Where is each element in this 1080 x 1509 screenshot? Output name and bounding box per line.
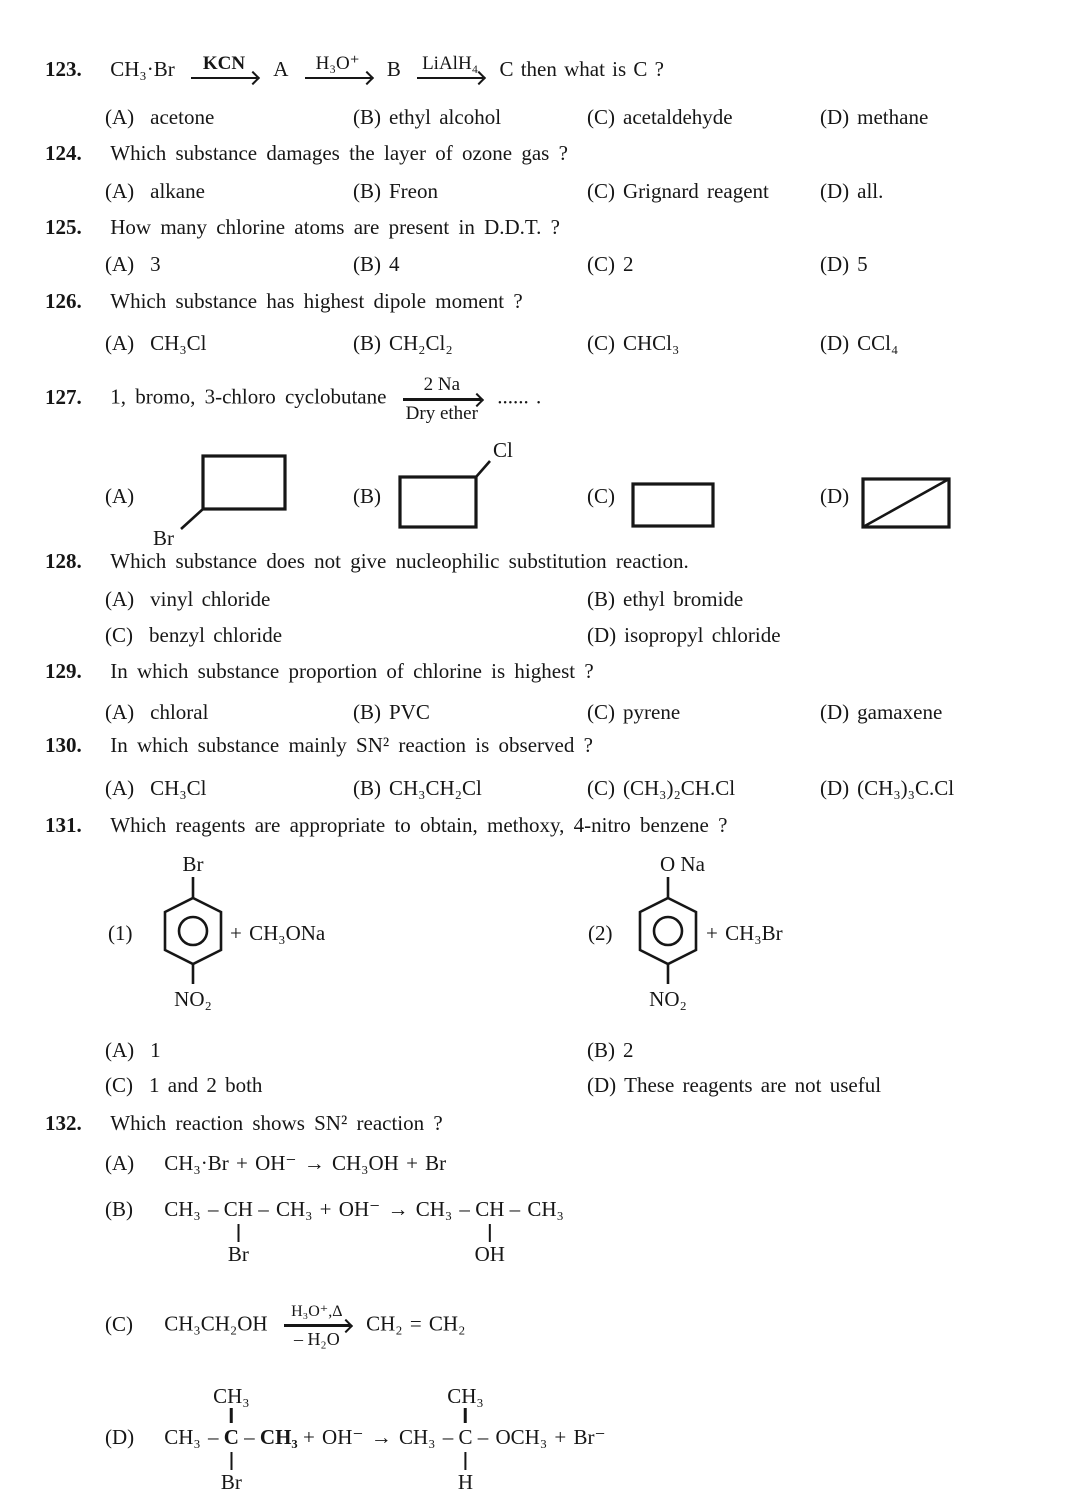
top-substituent-ona: O Na	[660, 852, 705, 876]
option-a	[105, 330, 207, 356]
bottom-substituent-no2: NO₂	[649, 987, 687, 1011]
question-123-line	[45, 52, 665, 85]
question-125-text: How many chlorine atoms are present in D.D.T. ?	[110, 215, 560, 239]
question-124-number: 124.	[45, 141, 82, 165]
option-b-text: ethyl alcohol	[389, 105, 502, 129]
equation-segment: –	[244, 1425, 255, 1449]
option-b-text: 4	[389, 252, 400, 276]
atom-group: CH	[223, 1197, 253, 1221]
question-132-line	[45, 1110, 443, 1136]
option-a	[105, 251, 161, 277]
option-a-text: CH₃Cl	[150, 776, 207, 800]
benzene-ring	[165, 898, 221, 964]
equation-segment: CH₃CH₂OH	[164, 1311, 268, 1336]
option-d-text: CCl₄	[857, 331, 899, 355]
arrow-label-bottom: Dry ether	[405, 402, 478, 424]
reagent-1-text: + CH₃ONa	[230, 921, 326, 945]
atom-group: CH	[475, 1197, 505, 1221]
option-d-label: (D)	[820, 700, 850, 724]
reagent-2-text: + CH₃Br	[706, 921, 783, 945]
option-c-text: acetaldehyde	[623, 105, 733, 129]
option-c-text: benzyl chloride	[149, 623, 283, 647]
equation-segment: – CH₃ + OH⁻ → CH₃ –	[258, 1197, 470, 1221]
question-123-number: 123.	[45, 57, 82, 81]
option-b-text: CH₂Cl₂	[389, 331, 453, 355]
option-d-label: (D)	[105, 1425, 135, 1449]
option-d-label: (D)	[820, 776, 850, 800]
substituent-label-ch3: CH₃	[213, 1384, 250, 1408]
structure-d-bicyclobutane	[860, 476, 955, 532]
option-a	[105, 699, 208, 725]
option-a-label: (A)	[105, 1151, 135, 1175]
option-d-text: all.	[857, 179, 884, 203]
option-c-label: (C)	[587, 776, 615, 800]
option-b-text: ethyl bromide	[623, 587, 744, 611]
option-c-label: (C)	[587, 179, 615, 203]
option-a-label: (A)	[105, 105, 135, 129]
structure-a-cyclobutane-bromo	[145, 452, 300, 557]
equation-segment-bold: CH₃	[259, 1425, 298, 1449]
option-d	[820, 178, 883, 204]
substituent-above	[447, 1385, 484, 1423]
cyclobutane-ring	[203, 456, 285, 509]
arrow-label-lialh4: LiAlH₄	[422, 52, 479, 74]
option-d-label: (D)	[587, 1073, 617, 1097]
option-b-text: PVC	[389, 700, 430, 724]
option-d	[820, 775, 954, 801]
option-b-label: (B)	[353, 179, 381, 203]
substituent-below	[228, 1224, 249, 1265]
option-b-label: (B)	[353, 105, 381, 129]
atom-c: C	[223, 1425, 239, 1449]
aromatic-circle	[179, 917, 207, 945]
question-132-text: Which reaction shows SN² reaction ?	[110, 1111, 443, 1135]
substituent-label-br: Br	[220, 1470, 242, 1494]
question-132-option-c	[105, 1303, 465, 1349]
option-d-text: 5	[857, 252, 868, 276]
question-132-number: 132.	[45, 1111, 82, 1135]
option-c	[587, 104, 733, 130]
option-b-label: (B)	[353, 700, 381, 724]
option-b-text: Freon	[389, 179, 438, 203]
question-127-number: 127.	[45, 384, 82, 409]
option-c-text: Grignard reagent	[623, 179, 769, 203]
option-d	[820, 699, 942, 725]
equation-segment: – OCH₃ + Br⁻	[477, 1425, 606, 1449]
option-c	[587, 699, 680, 725]
equation-segment: CH₂ = CH₂	[366, 1311, 466, 1336]
question-132-option-d	[105, 1384, 606, 1494]
question-128-text: Which substance does not give nucleophilic substitution reaction.	[110, 549, 689, 573]
option-c-label: (C)	[105, 1311, 133, 1336]
substituent-label-br: Br	[153, 526, 174, 550]
substituent-below	[221, 1452, 242, 1493]
option-b-label: (B)	[105, 1197, 133, 1221]
substituent-label-h: H	[457, 1470, 474, 1494]
question-126-number: 126.	[45, 289, 82, 313]
question-125-line	[45, 214, 560, 240]
structure-1-label: (1)	[108, 921, 133, 945]
option-d	[820, 251, 868, 277]
question-129-text: In which substance proportion of chlorine is highest ?	[110, 659, 594, 683]
option-c-text: 1 and 2 both	[149, 1073, 263, 1097]
structure-option-a-label: (A)	[105, 484, 135, 508]
substituent-label-cl: Cl	[493, 438, 513, 462]
diagonal-bond-line	[863, 479, 949, 527]
bottom-substituent-no2: NO₂	[174, 987, 212, 1011]
option-d-label: (D)	[820, 179, 850, 203]
option-b	[353, 104, 501, 130]
option-c-text: 2	[623, 252, 634, 276]
question-127-text: 1, bromo, 3-chloro cyclobutane	[110, 384, 387, 409]
option-c	[105, 1072, 262, 1098]
option-d	[820, 330, 898, 356]
option-c-label: (C)	[587, 252, 615, 276]
option-d-text: isopropyl chloride	[624, 623, 781, 647]
reaction-arrow-kcn	[189, 53, 259, 82]
option-d-label: (D)	[820, 331, 850, 355]
option-c	[105, 622, 282, 648]
arrow-line	[305, 77, 371, 80]
option-a-label: (A)	[105, 587, 135, 611]
option-c-label: (C)	[105, 1073, 133, 1097]
option-a-text: 1	[150, 1038, 161, 1062]
arrow-line	[417, 77, 483, 80]
option-b-label: (B)	[587, 587, 615, 611]
option-a-label: (A)	[105, 179, 135, 203]
option-b-text: CH₃CH₂Cl	[389, 776, 482, 800]
top-substituent-br: Br	[182, 852, 204, 876]
arrow-line	[403, 398, 481, 401]
option-a	[105, 1037, 161, 1063]
option-a-text: vinyl chloride	[150, 587, 271, 611]
question-125-number: 125.	[45, 215, 82, 239]
structure-2-label: (2)	[588, 921, 613, 945]
question-129-line	[45, 658, 594, 684]
option-d-label: (D)	[587, 623, 617, 647]
question-130-number: 130.	[45, 733, 82, 757]
option-c-label: (C)	[587, 700, 615, 724]
option-d-label: (D)	[820, 252, 850, 276]
option-b-label: (B)	[587, 1038, 615, 1062]
equation-segment: CH₃ –	[164, 1425, 219, 1449]
arrow-label-kcn: KCN	[202, 52, 246, 74]
bond-line	[230, 1408, 233, 1423]
substituent-label-ch3: CH₃	[447, 1384, 484, 1408]
option-a-text: acetone	[150, 105, 215, 129]
option-b	[353, 775, 482, 801]
option-b	[353, 330, 453, 356]
equation-segment: CH₃ –	[164, 1197, 219, 1221]
question-128-number: 128.	[45, 549, 82, 573]
option-b-label: (B)	[353, 331, 381, 355]
option-c-text: (CH₃)₂CH.Cl	[623, 776, 736, 800]
question-124-line	[45, 140, 568, 166]
equation-segment: + OH⁻ → CH₃ –	[302, 1425, 454, 1449]
reaction-arrow-h3o-delta	[282, 1303, 352, 1349]
option-b	[353, 178, 438, 204]
aromatic-circle	[654, 917, 682, 945]
structure-b-cyclobutane-chloro	[395, 415, 560, 535]
option-b	[353, 251, 400, 277]
question-127-blank-dots: ...... .	[497, 384, 542, 409]
option-a-label: (A)	[105, 700, 135, 724]
bond-line	[181, 509, 203, 529]
bond-line	[230, 1452, 233, 1470]
arrow-label-bottom: – H₂O	[293, 1328, 340, 1349]
arrow-line	[191, 77, 257, 80]
option-d-text: methane	[857, 105, 929, 129]
option-d-text: (CH₃)₃C.Cl	[857, 776, 955, 800]
q123-intermediate-b: B	[386, 57, 401, 81]
question-130-text: In which substance mainly SN² reaction is observed ?	[110, 733, 593, 757]
option-a-text: chloral	[150, 700, 209, 724]
option-d	[820, 104, 928, 130]
question-130-line	[45, 732, 593, 758]
bond-line	[489, 1224, 492, 1242]
structure-option-d-label: (D)	[820, 484, 850, 508]
atom-c: C	[458, 1425, 473, 1449]
bond-line	[464, 1452, 467, 1470]
question-132-option-a	[105, 1150, 446, 1176]
option-a	[105, 586, 270, 612]
option-a	[105, 775, 207, 801]
question-128-line	[45, 548, 689, 574]
quaternary-carbon-reactant	[213, 1384, 250, 1494]
option-d-text: These reagents are not useful	[624, 1073, 882, 1097]
arrow-label-top: 2 Na	[423, 374, 461, 395]
bond-line	[464, 1408, 467, 1423]
option-a-label: (A)	[105, 1038, 135, 1062]
option-c-text: pyrene	[623, 700, 681, 724]
option-a-label: (A)	[105, 776, 135, 800]
question-131-line	[45, 812, 727, 838]
option-c-text: CHCl₃	[623, 331, 680, 355]
option-b	[587, 586, 743, 612]
structure-option-c-label: (C)	[587, 484, 615, 508]
option-c-label: (C)	[105, 623, 133, 647]
option-c-label: (C)	[587, 331, 615, 355]
question-126-text: Which substance has highest dipole moment ?	[110, 289, 523, 313]
question-131-text: Which reagents are appropriate to obtain, methoxy, 4-nitro benzene ?	[110, 813, 728, 837]
arrow-line	[284, 1324, 350, 1327]
bond-line	[237, 1224, 240, 1242]
reaction-arrow-lialh4	[415, 53, 485, 82]
structure-1-bromo-nitrobenzene	[151, 854, 235, 1012]
q123-reactant-formula: CH₃·Br	[110, 57, 175, 81]
option-a-text: CH₃Cl	[150, 331, 207, 355]
substituent-label-br: Br	[227, 1242, 249, 1266]
option-c	[587, 251, 634, 277]
equation-segment: – CH₃	[509, 1197, 564, 1221]
cyclobutane-ring	[400, 477, 476, 527]
option-c-label: (C)	[587, 105, 615, 129]
option-d-label: (D)	[820, 105, 850, 129]
option-a-label: (A)	[105, 252, 135, 276]
option-a-equation: CH₃·Br + OH⁻ → CH₃OH + Br	[164, 1151, 447, 1175]
structure-c-cyclobutane	[630, 481, 720, 529]
option-b	[587, 1037, 634, 1063]
substituent-below	[458, 1452, 473, 1493]
question-123-text: C then what is C ?	[499, 57, 665, 81]
option-a-label: (A)	[105, 331, 135, 355]
carbon-with-oh-substituent	[474, 1196, 505, 1266]
option-b-label: (B)	[353, 252, 381, 276]
structure-option-b-label: (B)	[353, 484, 381, 508]
option-b-text: 2	[623, 1038, 634, 1062]
q123-intermediate-a: A	[273, 57, 289, 81]
arrow-label-top: H₃O⁺,Δ	[291, 1303, 343, 1320]
option-a-text: 3	[150, 252, 161, 276]
cyclobutane-ring	[633, 484, 713, 526]
option-b-label: (B)	[353, 776, 381, 800]
benzene-ring	[640, 898, 696, 964]
question-132-option-b	[105, 1196, 564, 1266]
question-126-line	[45, 288, 523, 314]
question-129-number: 129.	[45, 659, 82, 683]
option-c	[587, 330, 679, 356]
option-a	[105, 178, 205, 204]
option-a	[105, 104, 214, 130]
option-a-text: alkane	[150, 179, 205, 203]
question-124-text: Which substance damages the layer of ozone gas ?	[110, 141, 568, 165]
substituent-below	[475, 1224, 505, 1265]
carbon-product	[447, 1384, 484, 1494]
option-c	[587, 775, 735, 801]
substituent-label-oh: OH	[474, 1242, 505, 1266]
option-d	[587, 1072, 881, 1098]
option-d-text: gamaxene	[857, 700, 943, 724]
option-c	[587, 178, 769, 204]
option-d	[587, 622, 781, 648]
bond-line	[476, 461, 490, 477]
reaction-arrow-h3o	[303, 53, 373, 82]
question-131-number: 131.	[45, 813, 82, 837]
carbon-with-br-substituent	[223, 1196, 253, 1266]
option-b	[353, 699, 430, 725]
arrow-label-h3o: H₃O⁺	[315, 52, 360, 74]
substituent-above	[213, 1385, 250, 1423]
